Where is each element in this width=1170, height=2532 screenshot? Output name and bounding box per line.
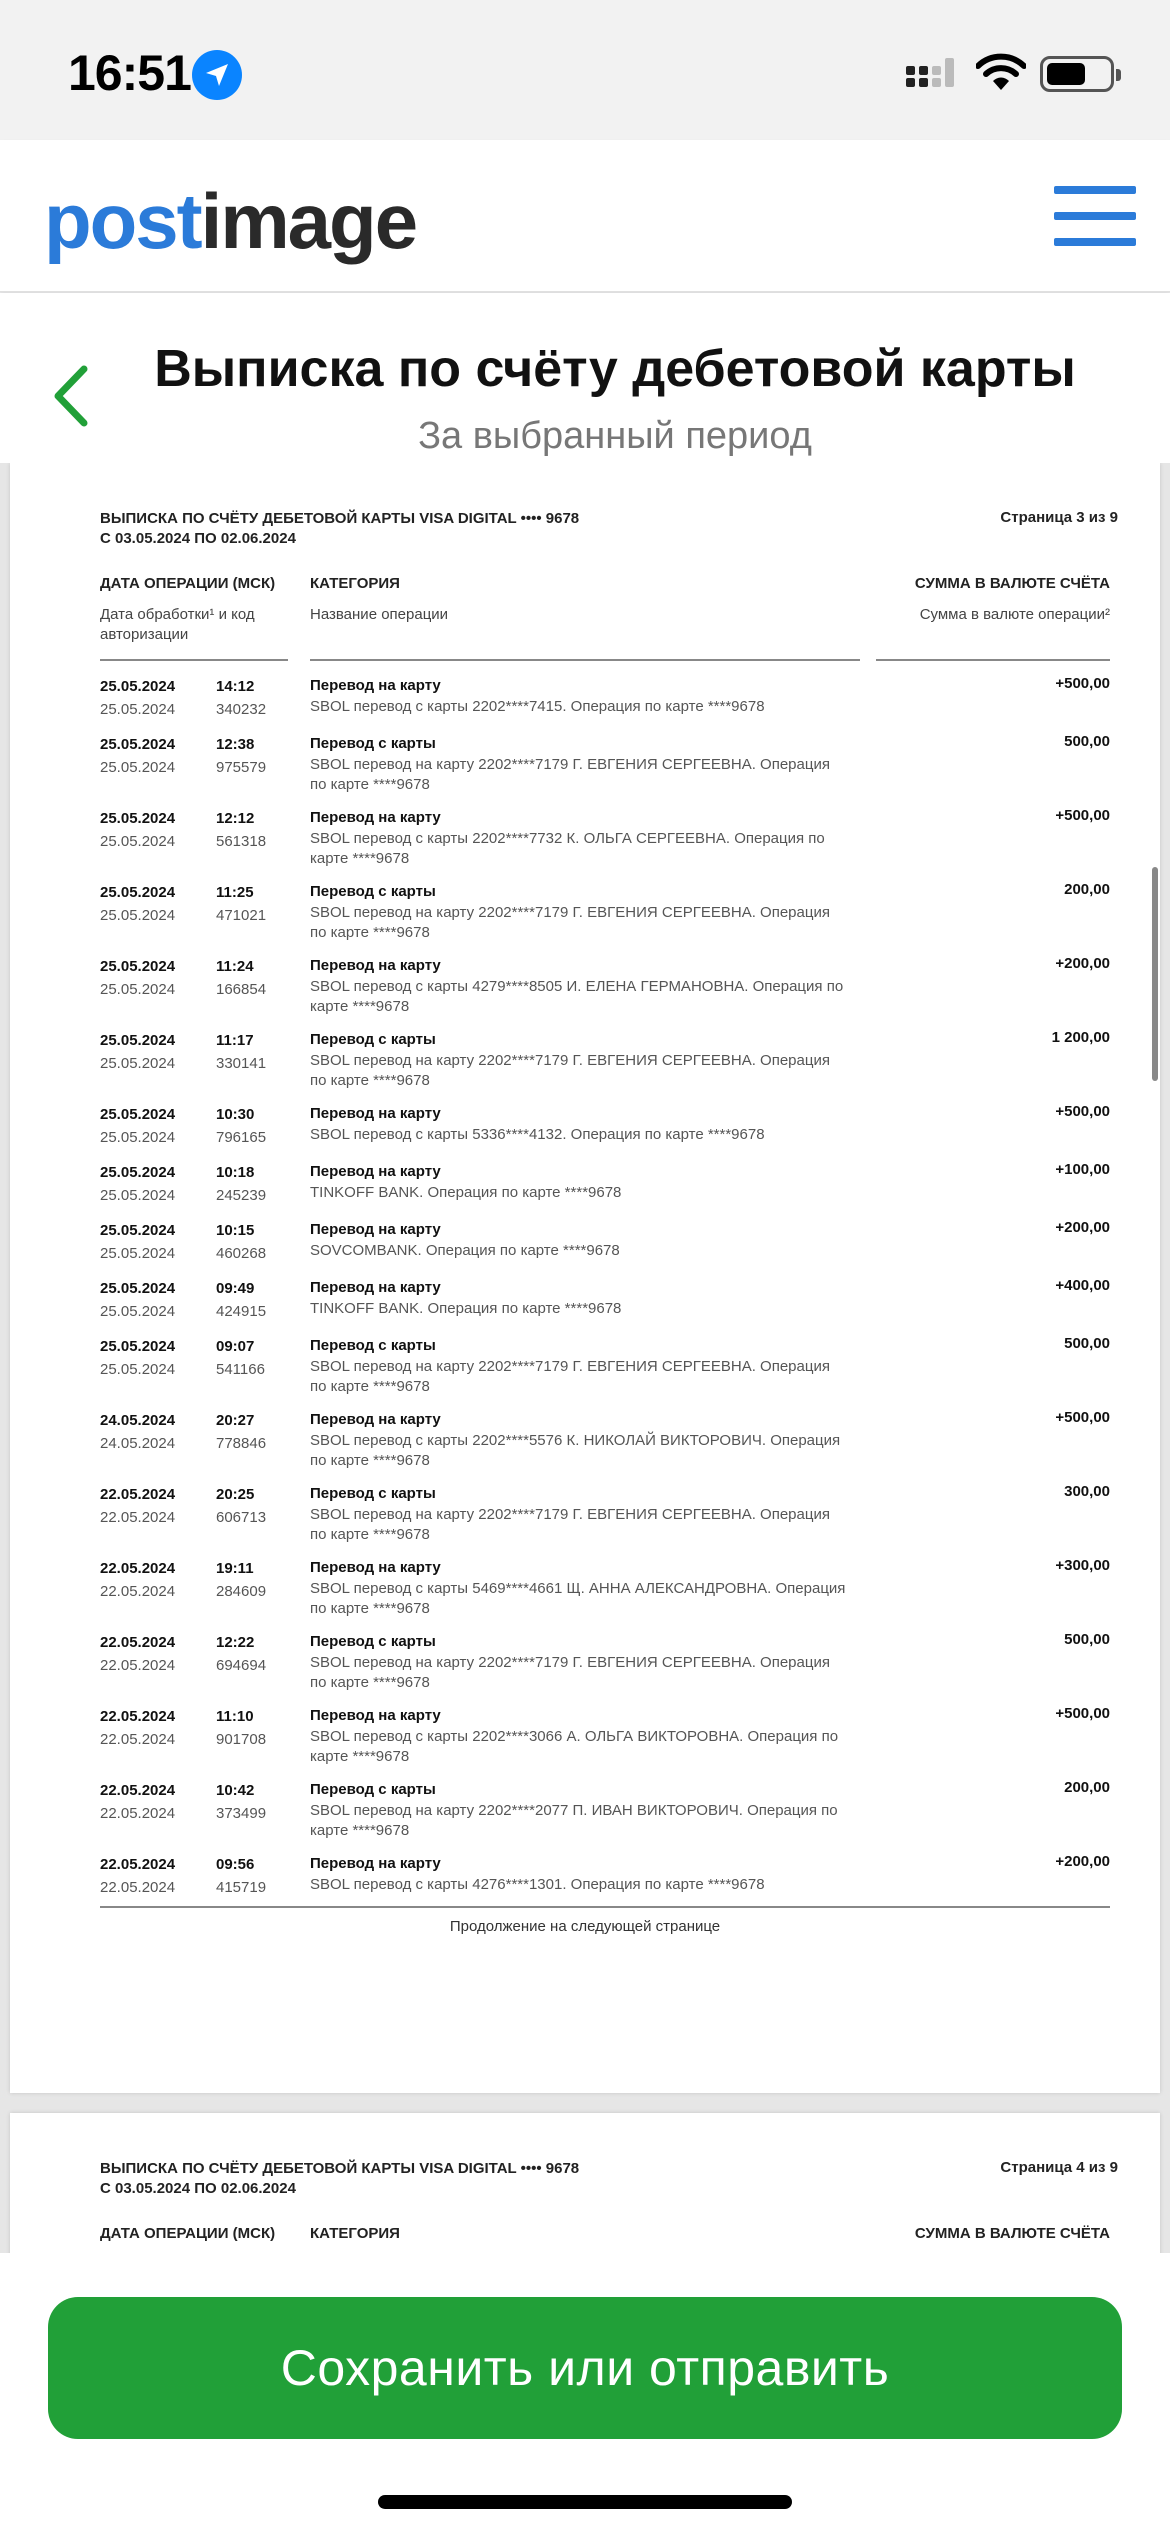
document-titlebar	[0, 293, 1170, 463]
processing-date: 25.05.2024	[100, 1055, 176, 1072]
operation-time: 09:07	[216, 1338, 255, 1355]
operation-date: 25.05.2024	[100, 1222, 176, 1239]
document-viewer[interactable]	[0, 463, 1170, 2253]
operation-category: Перевод на карту	[310, 1105, 441, 1122]
processing-date: 25.05.2024	[100, 1361, 176, 1378]
col-subheader-amount: Сумма в валюте операции²	[919, 606, 1110, 623]
processing-date: 22.05.2024	[100, 1805, 176, 1822]
processing-date: 25.05.2024	[100, 1129, 176, 1146]
operation-amount: +200,00	[1055, 1219, 1110, 1236]
cellular-signal-icon	[906, 58, 962, 97]
operation-category: Перевод на карту	[310, 1279, 441, 1296]
operation-description: SBOL перевод на карту 2202****2077 П. ИВАН ВИКТОРОВИЧ. Операция по карте ****9678	[310, 1802, 838, 1839]
operation-date: 22.05.2024	[100, 1486, 176, 1503]
operation-time: 12:22	[216, 1634, 255, 1651]
operation-category: Перевод на карту	[310, 1163, 441, 1180]
battery-icon	[1040, 56, 1114, 92]
operation-description: SBOL перевод с карты 2202****7415. Операция по карте ****9678	[310, 698, 765, 715]
operation-date: 25.05.2024	[100, 736, 176, 753]
operation-amount: +200,00	[1055, 1853, 1110, 1870]
operation-category: Перевод с карты	[310, 1781, 436, 1798]
save-or-send-button[interactable]: Сохранить или отправить	[48, 2297, 1122, 2439]
operation-description: SBOL перевод с карты 5469****4661 Щ. АННА АЛЕКСАНДРОВНА. Операция по карте ****9678	[310, 1580, 846, 1617]
operation-description: SBOL перевод на карту 2202****7179 Г. ЕВГЕНИЯ СЕРГЕЕВНА. Операция по карте ****9678	[310, 1654, 830, 1691]
header-divider	[310, 659, 860, 661]
processing-date: 25.05.2024	[100, 759, 176, 776]
operation-amount: 200,00	[1064, 1779, 1110, 1796]
operation-category: Перевод на карту	[310, 1559, 441, 1576]
operation-category: Перевод с карты	[310, 1633, 436, 1650]
operation-date: 22.05.2024	[100, 1856, 176, 1873]
operation-time: 12:38	[216, 736, 255, 753]
page-subtitle: За выбранный период	[418, 415, 812, 457]
operation-amount: 500,00	[1064, 1631, 1110, 1648]
operation-description: SBOL перевод с карты 4279****8505 И. ЕЛЕНА ГЕРМАНОВНА. Операция по карте ****9678	[310, 978, 844, 1015]
auth-code: 561318	[216, 833, 267, 850]
operation-amount: +500,00	[1055, 1409, 1110, 1426]
operation-category: Перевод на карту	[310, 677, 441, 694]
operation-amount: +100,00	[1055, 1161, 1110, 1178]
auth-code: 245239	[216, 1187, 267, 1204]
processing-date: 25.05.2024	[100, 701, 176, 718]
operation-category: Перевод с карты	[310, 1337, 436, 1354]
auth-code: 373499	[216, 1805, 267, 1822]
continued-note: Продолжение на следующей странице	[449, 1918, 721, 1935]
statement-heading-line2: С 03.05.2024 ПО 02.06.2024	[100, 530, 296, 547]
operation-time: 14:12	[216, 678, 255, 695]
auth-code: 166854	[216, 981, 267, 998]
operation-category: Перевод с карты	[310, 883, 436, 900]
auth-code: 901708	[216, 1731, 267, 1748]
operation-category: Перевод на карту	[310, 809, 441, 826]
col-subheader-date: Дата обработки¹ и код авторизации	[100, 606, 255, 643]
operation-description: SOVCOMBANK. Операция по карте ****9678	[310, 1242, 620, 1259]
statement-heading-line1: ВЫПИСКА ПО СЧЁТУ ДЕБЕТОВОЙ КАРТЫ VISA DIGITAL •••• 9678	[100, 510, 580, 527]
auth-code: 606713	[216, 1509, 267, 1526]
operation-time: 12:12	[216, 810, 255, 827]
operation-description: SBOL перевод с карты 2202****3066 А. ОЛЬГА ВИКТОРОВНА. Операция по карте ****9678	[310, 1728, 839, 1765]
operation-date: 25.05.2024	[100, 1032, 176, 1049]
col-header-date: ДАТА ОПЕРАЦИИ (МСК)	[100, 2225, 276, 2242]
operation-date: 25.05.2024	[100, 1338, 176, 1355]
operation-amount: +200,00	[1055, 955, 1110, 972]
statement-heading	[100, 2159, 579, 2199]
processing-date: 22.05.2024	[100, 1731, 176, 1748]
operation-amount: +500,00	[1055, 1705, 1110, 1722]
logo-part-post: post	[44, 177, 201, 265]
operation-category: Перевод на карту	[310, 1411, 441, 1428]
operation-date: 25.05.2024	[100, 884, 176, 901]
operation-date: 22.05.2024	[100, 1708, 176, 1725]
site-header	[0, 140, 1170, 292]
operation-time: 09:49	[216, 1280, 255, 1297]
home-indicator[interactable]	[378, 2495, 792, 2509]
operation-category: Перевод на карту	[310, 1221, 441, 1238]
operation-amount: 500,00	[1064, 1335, 1110, 1352]
auth-code: 796165	[216, 1129, 267, 1146]
auth-code: 424915	[216, 1303, 267, 1320]
statement-heading-line1: ВЫПИСКА ПО СЧЁТУ ДЕБЕТОВОЙ КАРТЫ VISA DIGITAL •••• 9678	[100, 2160, 580, 2177]
operation-category: Перевод с карты	[310, 735, 436, 752]
page-number: Страница 4 из 9	[1000, 2159, 1118, 2176]
operation-date: 25.05.2024	[100, 1164, 176, 1181]
processing-date: 22.05.2024	[100, 1879, 176, 1896]
header-divider	[876, 659, 1110, 661]
hamburger-menu-icon[interactable]	[1054, 186, 1136, 246]
operation-amount: +500,00	[1055, 675, 1110, 692]
auth-code: 778846	[216, 1435, 267, 1452]
processing-date: 25.05.2024	[100, 833, 176, 850]
statement-page-next	[10, 2113, 1160, 2253]
operation-time: 10:15	[216, 1222, 255, 1239]
operation-date: 24.05.2024	[100, 1412, 176, 1429]
operation-date: 25.05.2024	[100, 810, 176, 827]
operation-category: Перевод на карту	[310, 1707, 441, 1724]
processing-date: 25.05.2024	[100, 907, 176, 924]
auth-code: 975579	[216, 759, 267, 776]
operation-date: 25.05.2024	[100, 958, 176, 975]
col-header-amount: СУММА В ВАЛЮТЕ СЧЁТА	[914, 2225, 1110, 2242]
operation-description: SBOL перевод с карты 4276****1301. Операция по карте ****9678	[310, 1876, 765, 1893]
auth-code: 340232	[216, 701, 267, 718]
page-title: Выписка по счёту дебетовой карты	[154, 340, 1076, 398]
operation-time: 10:42	[216, 1782, 255, 1799]
processing-date: 25.05.2024	[100, 981, 176, 998]
auth-code: 330141	[216, 1055, 267, 1072]
operation-time: 09:56	[216, 1856, 255, 1873]
operation-category: Перевод на карту	[310, 957, 441, 974]
operation-time: 11:10	[216, 1708, 254, 1725]
operation-description: SBOL перевод на карту 2202****7179 Г. ЕВГЕНИЯ СЕРГЕЕВНА. Операция по карте ****9678	[310, 1358, 830, 1395]
operation-amount: +500,00	[1055, 807, 1110, 824]
processing-date: 22.05.2024	[100, 1509, 176, 1526]
operation-time: 10:18	[216, 1164, 255, 1181]
auth-code: 415719	[216, 1879, 267, 1896]
operation-time: 20:27	[216, 1412, 255, 1429]
operation-category: Перевод с карты	[310, 1485, 436, 1502]
statement-page	[10, 463, 1160, 2093]
auth-code: 460268	[216, 1245, 267, 1262]
auth-code: 284609	[216, 1583, 267, 1600]
operation-date: 22.05.2024	[100, 1560, 176, 1577]
header-divider	[100, 659, 288, 661]
auth-code: 694694	[216, 1657, 267, 1674]
location-arrow-icon	[192, 50, 242, 100]
operation-date: 25.05.2024	[100, 1280, 176, 1297]
operation-date: 25.05.2024	[100, 1106, 176, 1123]
operation-description: SBOL перевод с карты 2202****5576 К. НИКОЛАЙ ВИКТОРОВИЧ. Операция по карте ****9678	[310, 1432, 841, 1469]
operation-description: TINKOFF BANK. Операция по карте ****9678	[310, 1184, 622, 1201]
operation-description: SBOL перевод на карту 2202****7179 Г. ЕВГЕНИЯ СЕРГЕЕВНА. Операция по карте ****9678	[310, 756, 830, 793]
processing-date: 25.05.2024	[100, 1187, 176, 1204]
page-number: Страница 3 из 9	[1000, 509, 1118, 526]
footer-divider	[100, 1906, 1110, 1908]
statement-heading	[100, 509, 579, 549]
processing-date: 22.05.2024	[100, 1657, 176, 1674]
status-time: 16:51	[68, 45, 191, 101]
operation-time: 11:24	[216, 958, 254, 975]
operation-description: TINKOFF BANK. Операция по карте ****9678	[310, 1300, 622, 1317]
col-header-amount: СУММА В ВАЛЮТЕ СЧЁТА	[914, 575, 1110, 592]
col-header-date: ДАТА ОПЕРАЦИИ (МСК)	[100, 575, 276, 592]
operation-description: SBOL перевод на карту 2202****7179 Г. ЕВГЕНИЯ СЕРГЕЕВНА. Операция по карте ****9678	[310, 1506, 830, 1543]
bottom-action-bar	[0, 2253, 1170, 2532]
auth-code: 541166	[216, 1361, 265, 1378]
operation-description: SBOL перевод с карты 5336****4132. Операция по карте ****9678	[310, 1126, 765, 1143]
operation-time: 10:30	[216, 1106, 255, 1123]
operation-amount: +300,00	[1055, 1557, 1110, 1574]
processing-date: 25.05.2024	[100, 1245, 176, 1262]
operation-category: Перевод на карту	[310, 1855, 441, 1872]
operation-amount: 500,00	[1064, 733, 1110, 750]
col-subheader-category: Название операции	[310, 606, 449, 623]
col-header-category: КАТЕГОРИЯ	[310, 575, 400, 592]
operation-amount: +400,00	[1055, 1277, 1110, 1294]
operation-category: Перевод с карты	[310, 1031, 436, 1048]
postimage-logo[interactable]	[44, 176, 416, 267]
auth-code: 471021	[216, 907, 267, 924]
operation-time: 11:25	[216, 884, 254, 901]
processing-date: 22.05.2024	[100, 1583, 176, 1600]
operation-time: 19:11	[216, 1560, 254, 1577]
operation-amount: 1 200,00	[1051, 1029, 1110, 1046]
operation-amount: +500,00	[1055, 1103, 1110, 1120]
operation-date: 22.05.2024	[100, 1634, 176, 1651]
scrollbar[interactable]	[1152, 867, 1158, 1081]
status-bar	[0, 0, 1170, 140]
operation-description: SBOL перевод с карты 2202****7732 К. ОЛЬГА СЕРГЕЕВНА. Операция по карте ****9678	[310, 830, 825, 867]
logo-part-image: image	[200, 177, 417, 265]
wifi-icon	[976, 52, 1026, 97]
processing-date: 24.05.2024	[100, 1435, 176, 1452]
statement-heading-line2: С 03.05.2024 ПО 02.06.2024	[100, 2180, 296, 2197]
operation-amount: 200,00	[1064, 881, 1110, 898]
operation-date: 22.05.2024	[100, 1782, 176, 1799]
operation-date: 25.05.2024	[100, 678, 176, 695]
operation-time: 20:25	[216, 1486, 255, 1503]
operation-time: 11:17	[216, 1032, 254, 1049]
col-header-category: КАТЕГОРИЯ	[310, 2225, 400, 2242]
processing-date: 25.05.2024	[100, 1303, 176, 1320]
operation-description: SBOL перевод на карту 2202****7179 Г. ЕВГЕНИЯ СЕРГЕЕВНА. Операция по карте ****9678	[310, 904, 830, 941]
operation-amount: 300,00	[1064, 1483, 1110, 1500]
operation-description: SBOL перевод на карту 2202****7179 Г. ЕВГЕНИЯ СЕРГЕЕВНА. Операция по карте ****9678	[310, 1052, 830, 1089]
